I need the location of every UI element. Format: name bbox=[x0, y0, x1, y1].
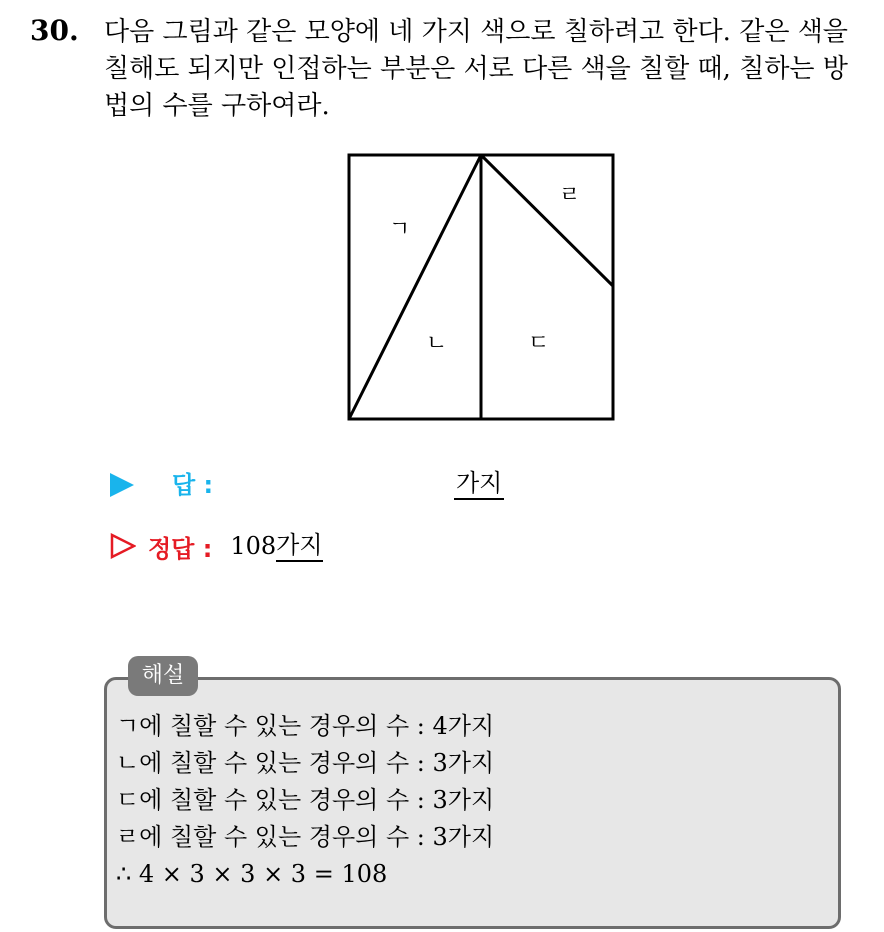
solution-tag: 해설 bbox=[128, 656, 198, 696]
region-label-rieul: ㄹ bbox=[559, 183, 581, 208]
solution-conclusion: ∴ 4 × 3 × 3 × 3 = 108 bbox=[116, 860, 388, 888]
answer-row bbox=[110, 468, 503, 502]
question-text: 다음 그림과 같은 모양에 네 가지 색으로 칠하려고 한다. 같은 색을 칠해도 되지만 인접하는 부분은 서로 다른 색을 칠할 때, 칠하는 방법의 수를 구하여라. bbox=[104, 17, 848, 121]
correct-answer-row bbox=[110, 528, 323, 564]
solution-line: ㄱ에 칠할 수 있는 경우의 수 : 4가지 bbox=[116, 712, 495, 740]
answer-label: 답 : bbox=[172, 471, 214, 499]
outline-triangle-icon bbox=[110, 533, 136, 559]
answer-blank-unit[interactable]: 가지 bbox=[454, 468, 504, 500]
solution-lines bbox=[116, 708, 494, 893]
correct-answer-value: 108 bbox=[230, 532, 277, 560]
correct-answer-label: 정답 : bbox=[148, 534, 213, 563]
correct-answer-unit: 가지 bbox=[276, 530, 322, 562]
region-label-digeut: ㄷ bbox=[528, 331, 550, 356]
region-label-giyeok: ㄱ bbox=[389, 217, 411, 242]
coloring-figure bbox=[346, 152, 616, 422]
solution-line: ㄹ에 칠할 수 있는 경우의 수 : 3가지 bbox=[116, 823, 495, 851]
region-label-nieun: ㄴ bbox=[426, 331, 448, 356]
play-triangle-icon bbox=[110, 473, 134, 497]
solution-line: ㄷ에 칠할 수 있는 경우의 수 : 3가지 bbox=[116, 786, 495, 814]
question-number: 30. bbox=[30, 14, 79, 47]
solution-line: ㄴ에 칠할 수 있는 경우의 수 : 3가지 bbox=[116, 749, 495, 777]
